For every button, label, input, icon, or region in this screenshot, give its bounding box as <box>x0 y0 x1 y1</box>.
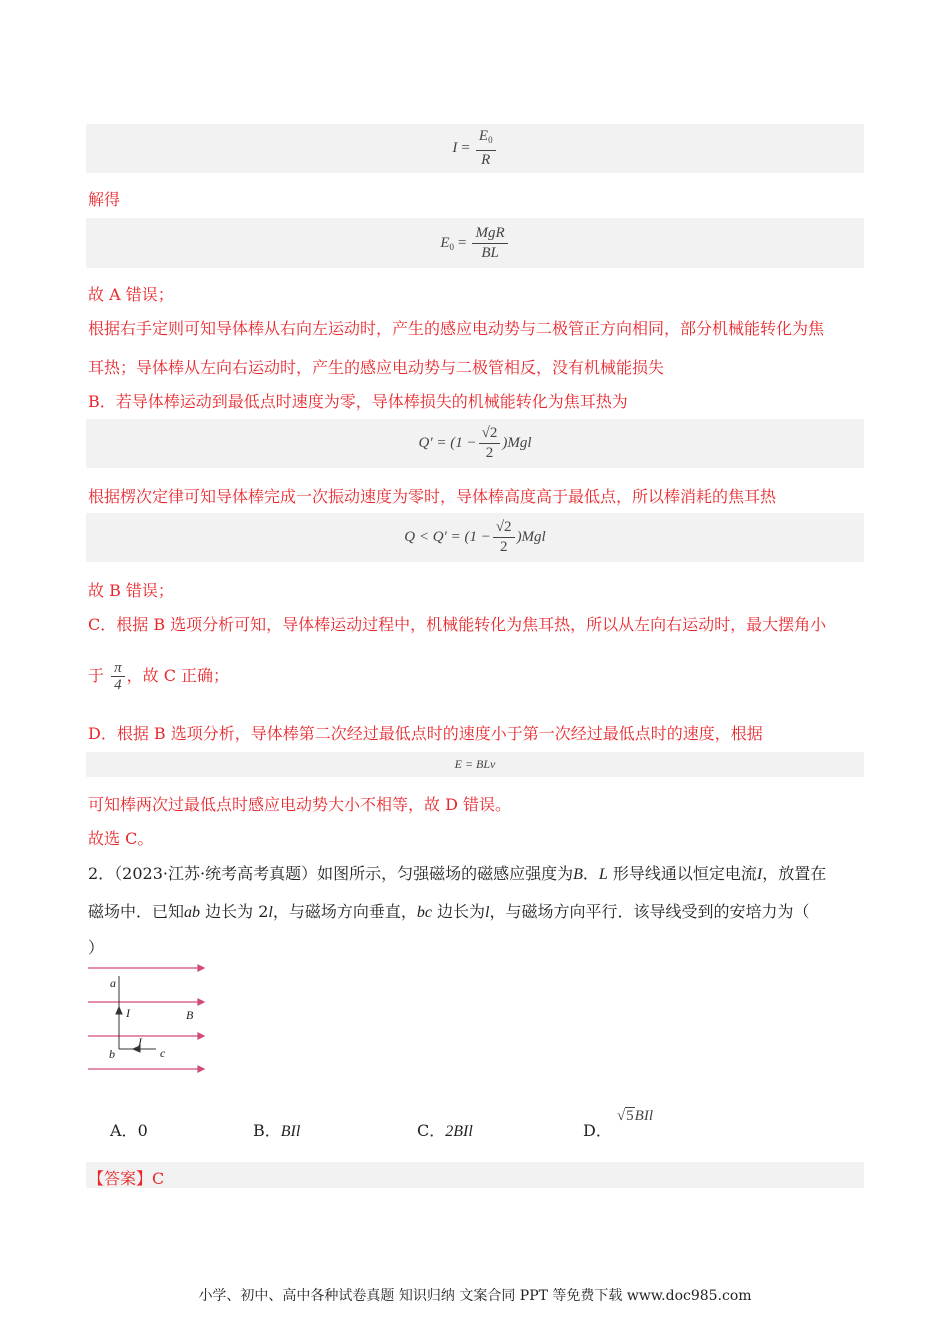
label-c: c <box>160 1046 166 1060</box>
label-a: a <box>110 976 116 990</box>
formula-heat-inequality: Q < Q′ = (1 − $\frac{√2}{2}$ )Mgl <box>86 513 864 562</box>
para-right-hand-rule-2: 耳热；导体棒从左向右运动时，产生的感应电动势与二极管相反，没有机械能损失 <box>88 358 665 377</box>
para-option-d: D．根据 B 选项分析，导体棒第二次经过最低点时的速度小于第一次经过最低点时的速度，根据 <box>88 724 763 743</box>
a-wrong: 故 A 错误； <box>88 285 174 304</box>
label-field-b: B <box>186 1008 194 1022</box>
label-current-2: I <box>138 1035 142 1049</box>
choice-c[interactable]: C．2BIl <box>417 1121 473 1140</box>
magnetic-field-figure <box>86 962 208 1074</box>
choose-c: 故选 C。 <box>88 829 154 848</box>
formula-heat: Q′ = (1 − $\frac{√2}{2}$ )Mgl <box>86 419 864 468</box>
b-wrong: 故 B 错误； <box>88 581 174 600</box>
answer: 【答案】C <box>88 1169 165 1188</box>
label-b: b <box>109 1047 115 1061</box>
formula-emf: $E_0$ = $\frac{\text{MgR}}{BL}$ <box>86 218 864 268</box>
page-footer: 小学、初中、高中各种试卷真题 知识归纳 文案合同 PPT 等免费下载 www.doc985.com <box>198 1288 752 1304</box>
choice-b[interactable]: B．BIl <box>253 1121 301 1140</box>
question-2-line1: 2．（2023·江苏·统考高考真题）如图所示，匀强磁场的磁感应强度为B．L 形导线通以恒定电流I，放置在 <box>88 864 827 883</box>
formula-emf-blv: E = BLv <box>86 752 864 777</box>
para-option-b: B．若导体棒运动到最低点时速度为零，导体棒损失的机械能转化为焦耳热为 <box>88 392 628 411</box>
choice-a[interactable]: A．0 <box>110 1121 148 1140</box>
label-current-1: I <box>126 1006 130 1020</box>
question-2-line3: ） <box>88 938 105 957</box>
para-option-d-2: 可知棒两次过最低点时感应电动势大小不相等，故 D 错误。 <box>88 795 512 814</box>
para-right-hand-rule-1: 根据右手定则可知导体棒从右向左运动时，产生的感应电动势与二极管正方向相同，部分机械能转化为焦 <box>88 319 825 338</box>
choice-d[interactable]: D． √5BIl <box>583 1108 653 1140</box>
formula-current: I = $\frac{E_0}{R}$ <box>86 124 864 173</box>
para-option-c: C．根据 B 选项分析可知，导体棒运动过程中，机械能转化为焦耳热，所以从左向右运动时，最大摆角小 <box>88 615 827 634</box>
question-2-line2: 磁场中．已知ab 边长为 2l，与磁场方向垂直，bc 边长为l，与磁场方向平行．该导线受到的安培力为（ <box>88 902 810 921</box>
solve-label: 解得 <box>88 190 121 209</box>
para-option-c-2: 于 $\frac{\pi}{4}$ ，故 C 正确； <box>88 660 230 693</box>
answer-box <box>86 1162 864 1188</box>
para-lenz: 根据楞次定律可知导体棒完成一次振动速度为零时，导体棒高度高于最低点，所以棒消耗的焦耳热 <box>88 487 777 506</box>
